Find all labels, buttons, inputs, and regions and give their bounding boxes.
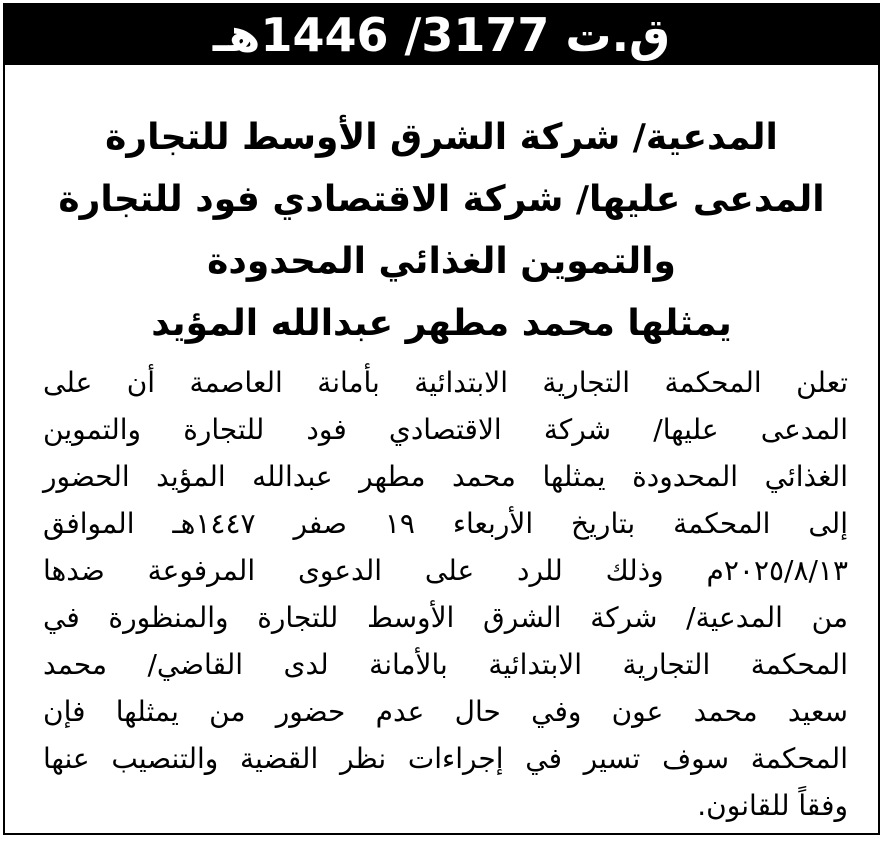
body-line: المحكمة التجارية الابتدائية بالأمانة لدى القاضي/ محمد xyxy=(43,648,848,681)
legal-notice xyxy=(3,3,880,835)
representative-line: يمثلها محمد مطهر عبدالله المؤيد xyxy=(151,303,732,344)
case-number: ق.ت 3177/ 1446هـ xyxy=(212,8,671,62)
defendant-line-1: المدعى عليها/ شركة الاقتصادي فود للتجارة xyxy=(58,179,825,220)
body-line: وفقاً للقانون. xyxy=(697,789,848,822)
body-line: من المدعية/ شركة الشرق الأوسط للتجارة والمنظورة في xyxy=(43,601,848,634)
body-line: الغذائي المحدودة يمثلها محمد مطهر عبدالله المؤيد الحضور xyxy=(43,460,848,493)
body-line: ٢٠٢٥/٨/١٣م وذلك للرد على الدعوى المرفوعة ضدها xyxy=(43,554,848,587)
body-line: المحكمة سوف تسير في إجراءات نظر القضية والتنصيب عنها xyxy=(43,742,848,775)
body-line: إلى المحكمة بتاريخ الأربعاء ١٩ صفر ١٤٤٧هـ الموافق xyxy=(43,507,848,540)
body-line: المدعى عليها/ شركة الاقتصادي فود للتجارة والتموين xyxy=(43,413,848,446)
body-line: تعلن المحكمة التجارية الابتدائية بأمانة العاصمة أن على xyxy=(43,366,848,399)
parties-block xyxy=(5,107,878,355)
notice-body xyxy=(43,359,848,829)
header-bar xyxy=(5,5,878,65)
body-line: سعيد محمد عون وفي حال عدم حضور من يمثلها فإن xyxy=(43,695,848,728)
plaintiff-line: المدعية/ شركة الشرق الأوسط للتجارة xyxy=(105,117,778,158)
defendant-line-2: والتموين الغذائي المحدودة xyxy=(207,241,676,282)
